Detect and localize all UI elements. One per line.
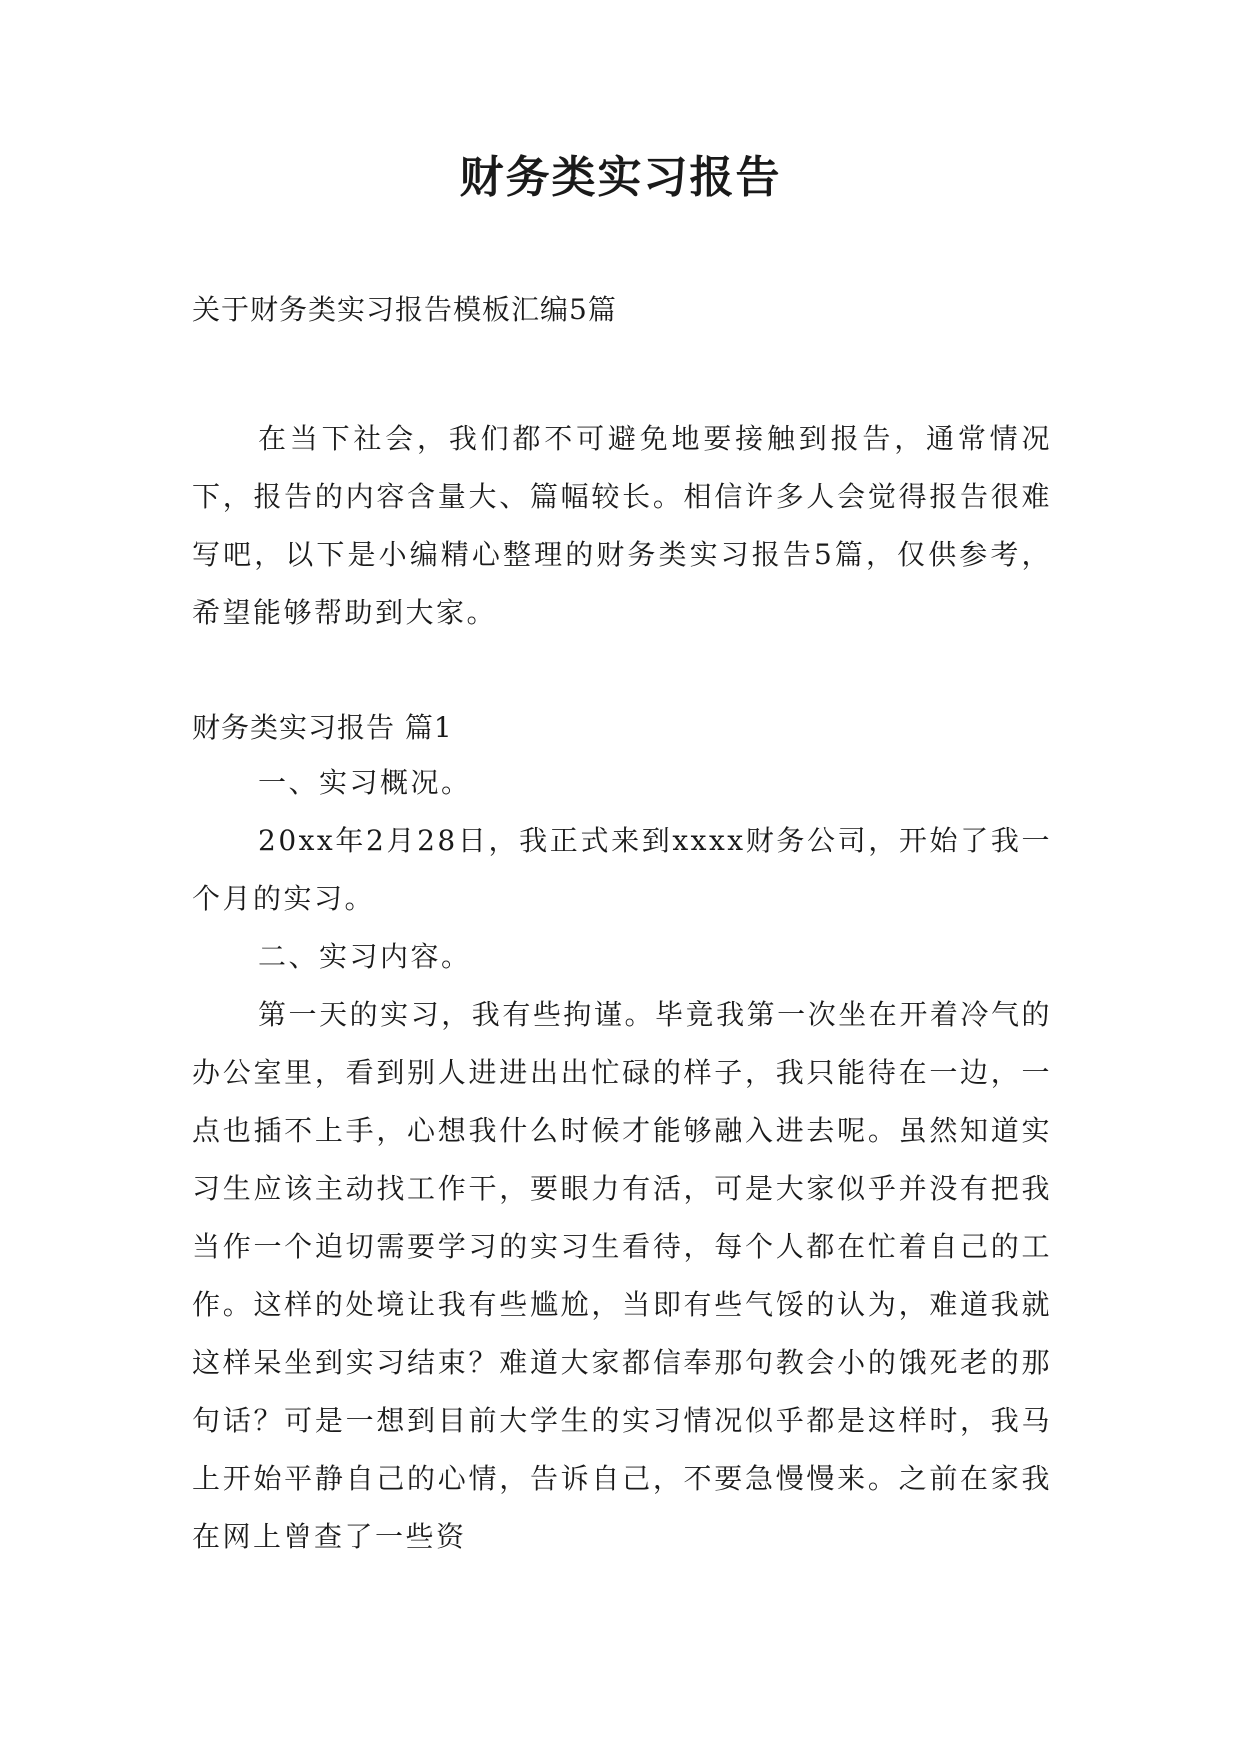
document-title: 财务类实习报告	[459, 152, 782, 203]
body-paragraph: 二、实习内容。	[258, 940, 472, 973]
body-paragraph: 20xx年2月28日，我正式来到xxxx财务公司，开始了我一个月的实习。	[192, 824, 1052, 915]
section-body	[192, 754, 1052, 1566]
body-paragraph: 一、实习概况。	[258, 766, 472, 799]
document-subtitle: 关于财务类实习报告模板汇编5篇	[192, 293, 617, 326]
intro-paragraph: 在当下社会，我们都不可避免地要接触到报告，通常情况下，报告的内容含量大、篇幅较长。相信许多人会觉得报告很难写吧，以下是小编精心整理的财务类实习报告5篇，仅供参考，希望能够帮助到大家。	[192, 422, 1052, 629]
section-heading: 财务类实习报告 篇1	[192, 711, 453, 744]
body-paragraph: 第一天的实习，我有些拘谨。毕竟我第一次坐在开着冷气的办公室里，看到别人进进出出忙碌的样子，我只能待在一边，一点也插不上手，心想我什么时候才能够融入进去呢。虽然知道实习生应该主动找工作干，要眼力有活，可是大家似乎并没有把我当作一个迫切需要学习的实习生看待，每个人都在忙着自己的工作。这样的处境让我有些尴尬，当即有些气馁的认为，难道我就这样呆坐到实习结束？难道大家都信奉那句教会小的饿死老的那句话？可是一想到目前大学生的实习情况似乎都是这样时，我马上开始平静自己的心情，告诉自己，不要急慢慢来。之前在家我在网上曾查了一些资	[192, 998, 1052, 1553]
